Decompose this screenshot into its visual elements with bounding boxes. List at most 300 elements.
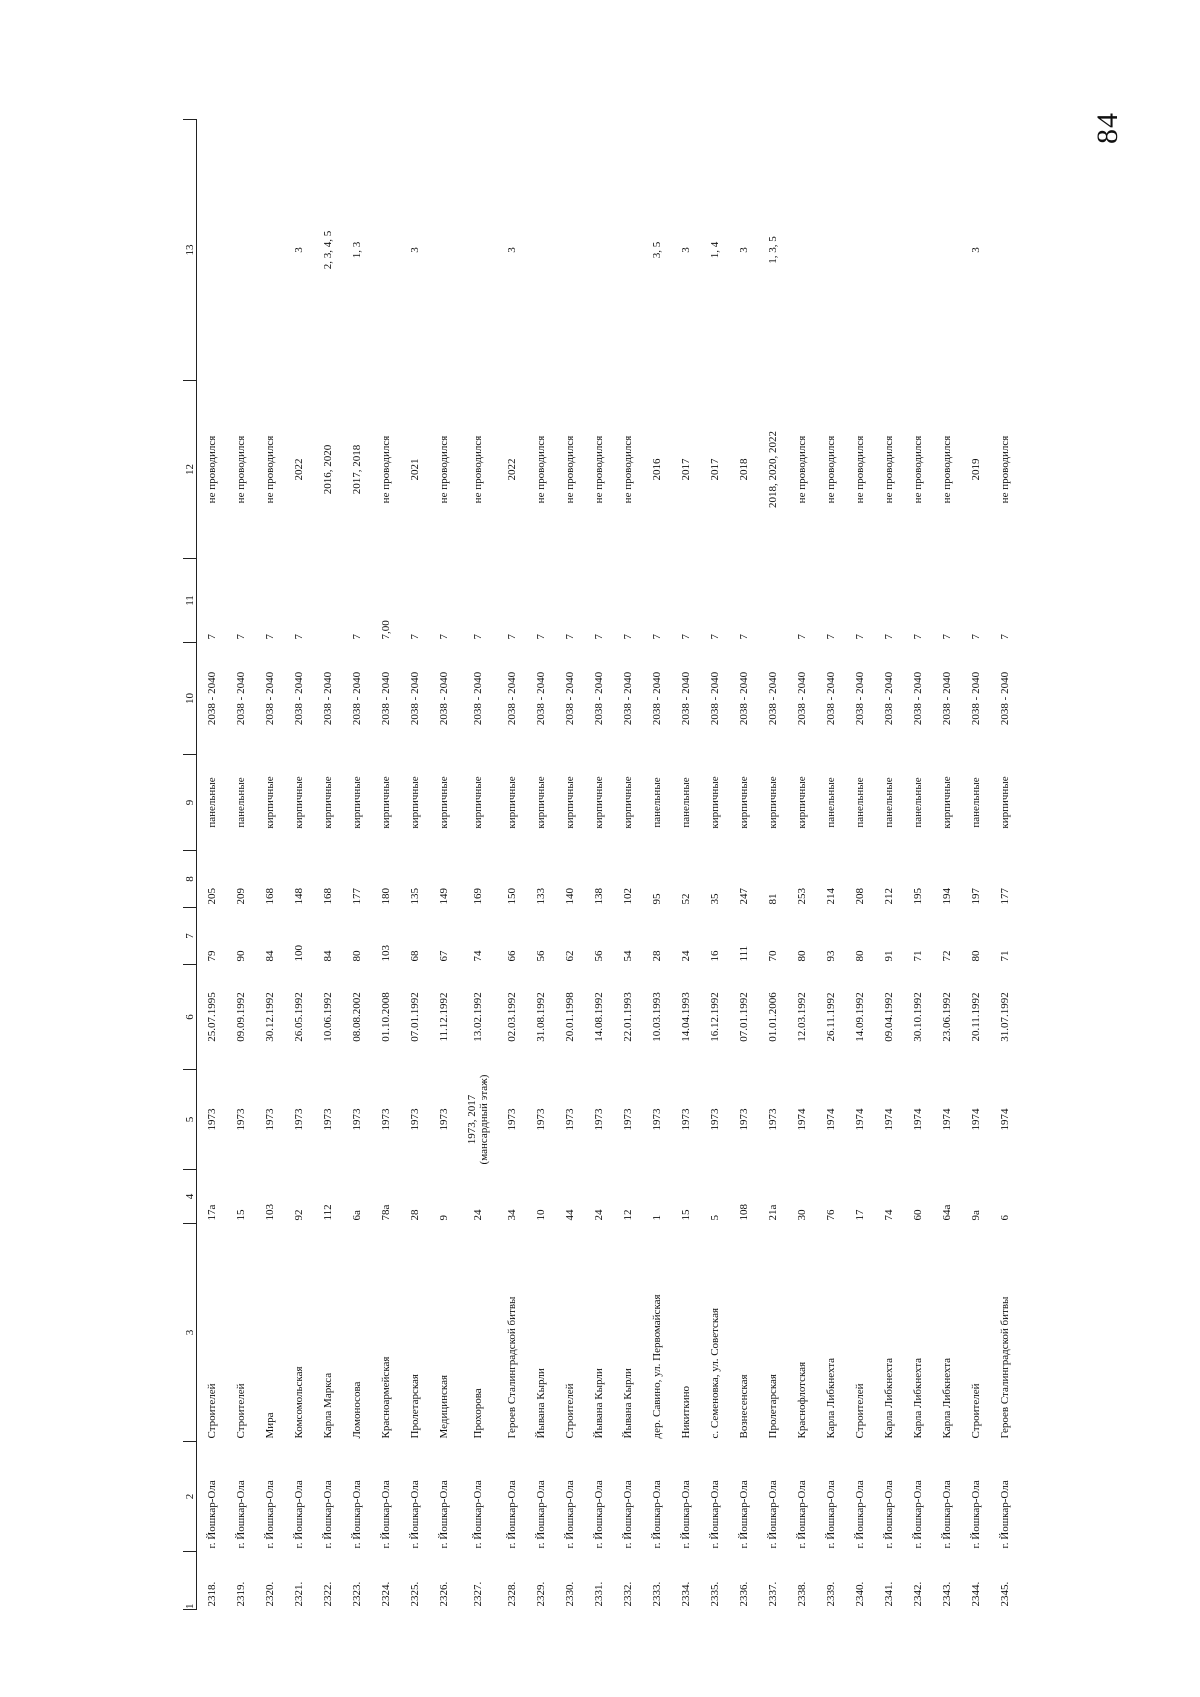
table-row [787,120,816,1610]
period-cell: 2038 - 2040 [379,671,392,726]
date-cell: 10.06.1992 [321,992,334,1042]
col-13-cell [555,120,584,381]
header-row [183,120,197,1610]
street-cell: Йывана Кырли [592,1368,605,1439]
period-cell: 2038 - 2040 [292,671,305,726]
wall-material-cell: панельные [205,777,218,828]
col-13-cell: 1, 4 [708,241,721,259]
period-cell: 2038 - 2040 [621,671,634,726]
repair-years-cell: 2019 [969,458,982,481]
city-cell: г. Йошкар-Ола [234,1480,247,1549]
period-cell: 2038 - 2040 [824,671,837,726]
col-13-cell [816,120,845,381]
col-11-cell: 7 [505,634,518,640]
repair-years-cell: не проводился [563,435,576,504]
table-row [961,120,990,1610]
street-cell: с. Семеновка, ул. Советская [708,1307,721,1439]
column-header-9: 9 [183,755,197,851]
year-built-cell: 1973 [205,1108,218,1131]
col-7-cell: 24 [679,950,692,962]
row-number-cell: 2321. [292,1581,305,1607]
repair-years-cell: 2022 [505,458,518,481]
wall-material-cell: кирпичные [471,776,484,829]
wall-material-cell: кирпичные [292,776,305,829]
wall-material-cell: панельные [679,777,692,828]
city-cell: г. Йошкар-Ола [292,1480,305,1549]
period-cell: 2038 - 2040 [505,671,518,726]
year-built-cell: 1973 [234,1108,247,1131]
col-13-cell [990,120,1019,381]
col-8-cell: 208 [853,888,866,905]
row-number-cell: 2325. [408,1581,421,1607]
col-11-cell [758,559,787,643]
col-11-cell: 7 [824,634,837,640]
col-11-cell: 7 [350,634,363,640]
col-8-cell: 205 [205,888,218,905]
wall-material-cell: кирпичные [795,776,808,829]
row-number-cell: 2338. [795,1581,808,1607]
street-cell: Мира [263,1412,276,1439]
period-cell: 2038 - 2040 [350,671,363,726]
city-cell: г. Йошкар-Ола [471,1480,484,1549]
date-cell: 01.10.2008 [379,992,392,1042]
date-cell: 31.08.1992 [534,992,547,1042]
col-7-cell: 66 [505,950,518,962]
year-built-cell: 1973 [350,1108,363,1131]
house-number-cell: 103 [263,1204,276,1221]
column-header-3: 3 [183,1224,197,1442]
repair-years-cell: 2016 [650,458,663,481]
city-cell: г. Йошкар-Ола [563,1480,576,1549]
wall-material-cell: кирпичные [998,776,1011,829]
street-cell: Пролетарская [766,1374,779,1439]
city-cell: г. Йошкар-Ола [679,1480,692,1549]
street-cell: Строителей [234,1383,247,1439]
col-11-cell: 7 [408,634,421,640]
repair-years-cell: 2017, 2018 [350,444,363,495]
year-built-cell: 1974 [795,1108,808,1131]
col-8-cell: 212 [882,888,895,905]
row-number-cell: 2333. [650,1581,663,1607]
col-11-cell: 7 [234,634,247,640]
wall-material-cell: кирпичные [737,776,750,829]
wall-material-cell: кирпичные [534,776,547,829]
period-cell: 2038 - 2040 [766,671,779,726]
col-7-cell: 91 [882,950,895,962]
col-13-cell [429,120,458,381]
year-built-cell: 1973 [563,1108,576,1131]
date-cell: 11.12.1992 [437,992,450,1042]
col-8-cell: 169 [471,888,484,905]
period-cell: 2038 - 2040 [437,671,450,726]
year-built-cell: 1973 [379,1108,392,1131]
table-row [729,120,758,1610]
table-row [197,120,227,1610]
date-cell: 01.01.2006 [766,992,779,1042]
col-8-cell: 177 [350,888,363,905]
col-8-cell: 35 [708,893,721,905]
street-cell: Карла Либкнехта [824,1357,837,1439]
col-13-cell: 1, 3, 5 [766,236,779,264]
column-header-7: 7 [183,908,197,965]
repair-years-cell: не проводился [437,435,450,504]
street-cell: Строителей [969,1383,982,1439]
wall-material-cell: кирпичные [505,776,518,829]
house-number-cell: 5 [708,1215,721,1221]
house-number-cell: 44 [563,1209,576,1221]
house-number-cell: 12 [621,1209,634,1221]
table-row [671,120,700,1610]
city-cell: г. Йошкар-Ола [321,1480,334,1549]
city-cell: г. Йошкар-Ола [408,1480,421,1549]
col-11-cell: 7 [437,634,450,640]
col-13-cell: 3 [737,247,750,253]
date-cell: 30.12.1992 [263,992,276,1042]
city-cell: г. Йошкар-Ола [882,1480,895,1549]
column-header-11: 11 [183,559,197,643]
row-number-cell: 2342. [911,1581,924,1607]
year-built-cell: 1973, 2017 (мансардный этаж) [465,1074,490,1165]
city-cell: г. Йошкар-Ола [795,1480,808,1549]
column-header-5: 5 [183,1070,197,1170]
street-cell: дер. Савино, ул. Первомайская [650,1294,663,1439]
date-cell: 20.01.1998 [563,992,576,1042]
col-11-cell: 7 [650,634,663,640]
col-7-cell: 80 [969,950,982,962]
col-13-cell [584,120,613,381]
col-13-cell: 3 [292,247,305,253]
street-cell: Строителей [853,1383,866,1439]
table-row [497,120,526,1610]
repair-years-cell: не проводился [592,435,605,504]
city-cell: г. Йошкар-Ола [350,1480,363,1549]
year-built-cell: 1973 [263,1108,276,1131]
col-11-cell: 7 [998,634,1011,640]
table-row [758,120,787,1610]
period-cell: 2038 - 2040 [853,671,866,726]
house-number-cell: 10 [534,1209,547,1221]
col-13-cell [787,120,816,381]
year-built-cell: 1974 [911,1108,924,1131]
period-cell: 2038 - 2040 [263,671,276,726]
col-8-cell: 52 [679,893,692,905]
city-cell: г. Йошкар-Ола [998,1480,1011,1549]
period-cell: 2038 - 2040 [471,671,484,726]
date-cell: 14.04.1993 [679,992,692,1042]
row-number-cell: 2328. [505,1581,518,1607]
col-7-cell: 93 [824,950,837,962]
date-cell: 20.11.1992 [969,992,982,1042]
street-cell: Пролетарская [408,1374,421,1439]
col-11-cell: 7 [853,634,866,640]
city-cell: г. Йошкар-Ола [911,1480,924,1549]
col-7-cell: 103 [379,945,392,962]
col-8-cell: 138 [592,888,605,905]
col-11-cell: 7 [621,634,634,640]
period-cell: 2038 - 2040 [969,671,982,726]
date-cell: 22.01.1993 [621,992,634,1042]
wall-material-cell: кирпичные [766,776,779,829]
table-row [990,120,1019,1610]
year-built-cell: 1973 [737,1108,750,1131]
row-number-cell: 2331. [592,1581,605,1607]
row-number-cell: 2326. [437,1581,450,1607]
year-built-cell: 1974 [824,1108,837,1131]
col-7-cell: 56 [592,950,605,962]
house-number-cell: 21а [766,1204,779,1221]
col-8-cell: 209 [234,888,247,905]
year-built-cell: 1974 [882,1108,895,1131]
table-row [313,120,342,1610]
date-cell: 13.02.1992 [471,992,484,1042]
col-7-cell: 67 [437,950,450,962]
col-11-cell: 7,00 [379,620,392,640]
period-cell: 2038 - 2040 [321,671,334,726]
row-number-cell: 2323. [350,1581,363,1607]
house-number-cell: 17а [205,1204,218,1221]
city-cell: г. Йошкар-Ола [263,1480,276,1549]
year-built-cell: 1973 [708,1108,721,1131]
street-cell: Вознесенская [737,1374,750,1439]
table-row [932,120,961,1610]
period-cell: 2038 - 2040 [650,671,663,726]
period-cell: 2038 - 2040 [234,671,247,726]
date-cell: 09.09.1992 [234,992,247,1042]
repair-years-cell: 2017 [708,458,721,481]
city-cell: г. Йошкар-Ола [205,1480,218,1549]
col-8-cell: 140 [563,888,576,905]
house-number-cell: 78а [379,1204,392,1221]
col-7-cell: 28 [650,950,663,962]
repair-years-cell: не проводился [853,435,866,504]
year-built-cell: 1973 [292,1108,305,1131]
date-cell: 31.07.1992 [998,992,1011,1042]
wall-material-cell: кирпичные [408,776,421,829]
house-number-cell: 1 [650,1215,663,1221]
table-row [555,120,584,1610]
date-cell: 25.07.1995 [205,992,218,1042]
wall-material-cell: кирпичные [263,776,276,829]
wall-material-cell: кирпичные [379,776,392,829]
house-number-cell: 64а [940,1204,953,1221]
col-8-cell: 177 [998,888,1011,905]
repair-years-cell: 2021 [408,458,421,481]
street-cell: Героев Сталинградской битвы [505,1296,518,1439]
col-11-cell: 7 [592,634,605,640]
wall-material-cell: панельные [969,777,982,828]
repair-years-cell: не проводился [882,435,895,504]
period-cell: 2038 - 2040 [592,671,605,726]
street-cell: Никиткино [679,1386,692,1439]
year-built-cell: 1973 [437,1108,450,1131]
year-built-cell: 1973 [505,1108,518,1131]
repair-years-cell: не проводился [471,435,484,504]
city-cell: г. Йошкар-Ола [379,1480,392,1549]
column-header-4: 4 [183,1170,197,1224]
house-number-cell: 9а [969,1210,982,1221]
date-cell: 09.04.1992 [882,992,895,1042]
repair-years-cell: не проводился [940,435,953,504]
repair-years-cell: не проводился [824,435,837,504]
wall-material-cell: кирпичные [621,776,634,829]
col-11-cell: 7 [940,634,953,640]
col-13-cell: 3, 5 [650,241,663,259]
col-7-cell: 79 [205,950,218,962]
table-row [226,120,255,1610]
year-built-cell: 1973 [408,1108,421,1131]
row-number-cell: 2343. [940,1581,953,1607]
date-cell: 14.08.1992 [592,992,605,1042]
repair-years-cell: 2022 [292,458,305,481]
col-11-cell: 7 [205,634,218,640]
col-7-cell: 71 [911,950,924,962]
wall-material-cell: кирпичные [321,776,334,829]
wall-material-cell: кирпичные [563,776,576,829]
col-13-cell [255,120,284,381]
col-7-cell: 72 [940,950,953,962]
repair-years-cell: не проводился [234,435,247,504]
date-cell: 08.08.2002 [350,992,363,1042]
row-number-cell: 2341. [882,1581,895,1607]
city-cell: г. Йошкар-Ола [621,1480,634,1549]
year-built-cell: 1974 [940,1108,953,1131]
street-cell: Строителей [563,1383,576,1439]
col-8-cell: 168 [321,888,334,905]
col-13-cell: 2, 3, 4, 5 [321,230,334,270]
city-cell: г. Йошкар-Ола [534,1480,547,1549]
house-number-cell: 15 [679,1209,692,1221]
col-7-cell: 68 [408,950,421,962]
street-cell: Краснофлотская [795,1361,808,1439]
year-built-cell: 1974 [998,1108,1011,1131]
year-built-cell: 1973 [621,1108,634,1131]
col-7-cell: 100 [292,945,305,962]
column-header-13: 13 [183,120,197,381]
repair-years-cell: не проводился [534,435,547,504]
house-number-cell: 60 [911,1209,924,1221]
house-number-cell: 34 [505,1209,518,1221]
city-cell: г. Йошкар-Ола [437,1480,450,1549]
city-cell: г. Йошкар-Ола [592,1480,605,1549]
period-cell: 2038 - 2040 [708,671,721,726]
col-7-cell: 90 [234,950,247,962]
row-number-cell: 2345. [998,1581,1011,1607]
row-number-cell: 2320. [263,1581,276,1607]
house-number-cell: 17 [853,1209,866,1221]
col-7-cell: 111 [737,945,750,962]
repair-years-cell: 2018, 2020, 2022 [766,431,779,508]
period-cell: 2038 - 2040 [940,671,953,726]
col-7-cell: 80 [853,950,866,962]
repair-years-cell: не проводился [911,435,924,504]
date-cell: 07.01.1992 [408,992,421,1042]
row-number-cell: 2344. [969,1581,982,1607]
date-cell: 16.12.1992 [708,992,721,1042]
col-11-cell: 7 [679,634,692,640]
city-cell: г. Йошкар-Ола [708,1480,721,1549]
city-cell: г. Йошкар-Ола [940,1480,953,1549]
year-built-cell: 1973 [592,1108,605,1131]
col-8-cell: 253 [795,888,808,905]
table-row [255,120,284,1610]
wall-material-cell: кирпичные [708,776,721,829]
table-row [371,120,400,1610]
row-number-cell: 2332. [621,1581,634,1607]
repair-years-cell: 2016, 2020 [321,444,334,495]
table-row [526,120,555,1610]
table-row [284,120,313,1610]
col-8-cell: 194 [940,888,953,905]
city-cell: г. Йошкар-Ола [766,1480,779,1549]
col-7-cell: 80 [795,950,808,962]
row-number-cell: 2336. [737,1581,750,1607]
year-built-cell: 1973 [534,1108,547,1131]
repair-years-cell: не проводился [205,435,218,504]
table-row [458,120,497,1610]
row-number-cell: 2340. [853,1581,866,1607]
col-13-cell [526,120,555,381]
period-cell: 2038 - 2040 [205,671,218,726]
date-cell: 30.10.1992 [911,992,924,1042]
houses-table [183,119,1019,1610]
col-8-cell: 135 [408,888,421,905]
table-row [816,120,845,1610]
house-number-cell: 92 [292,1209,305,1221]
period-cell: 2038 - 2040 [408,671,421,726]
col-8-cell: 133 [534,888,547,905]
table-row [874,120,903,1610]
street-cell: Красноармейская [379,1356,392,1439]
col-13-cell [874,120,903,381]
col-7-cell: 62 [563,950,576,962]
col-8-cell: 214 [824,888,837,905]
col-7-cell: 16 [708,950,721,962]
col-8-cell: 95 [650,893,663,905]
city-cell: г. Йошкар-Ола [737,1480,750,1549]
table-row [700,120,729,1610]
col-13-cell: 3 [408,247,421,253]
col-11-cell: 7 [534,634,547,640]
col-8-cell: 148 [292,888,305,905]
row-number-cell: 2339. [824,1581,837,1607]
table-row [845,120,874,1610]
column-header-12: 12 [183,381,197,559]
row-number-cell: 2322. [321,1581,334,1607]
table-row [429,120,458,1610]
period-cell: 2038 - 2040 [882,671,895,726]
house-number-cell: 112 [321,1204,334,1221]
repair-years-cell: не проводился [998,435,1011,504]
repair-years-cell: 2017 [679,458,692,481]
house-number-cell: 24 [471,1209,484,1221]
street-cell: Карла Либкнехта [940,1357,953,1439]
col-8-cell: 195 [911,888,924,905]
col-13-cell: 1, 3 [350,241,363,259]
wall-material-cell: панельные [911,777,924,828]
col-8-cell: 149 [437,888,450,905]
period-cell: 2038 - 2040 [737,671,750,726]
col-11-cell: 7 [471,634,484,640]
house-number-cell: 30 [795,1209,808,1221]
year-built-cell: 1973 [679,1108,692,1131]
repair-years-cell: не проводился [621,435,634,504]
date-cell: 10.03.1993 [650,992,663,1042]
col-11-cell: 7 [563,634,576,640]
col-11-cell: 7 [969,634,982,640]
street-cell: Йывана Кырли [621,1368,634,1439]
house-number-cell: 76 [824,1209,837,1221]
col-8-cell: 102 [621,888,634,905]
